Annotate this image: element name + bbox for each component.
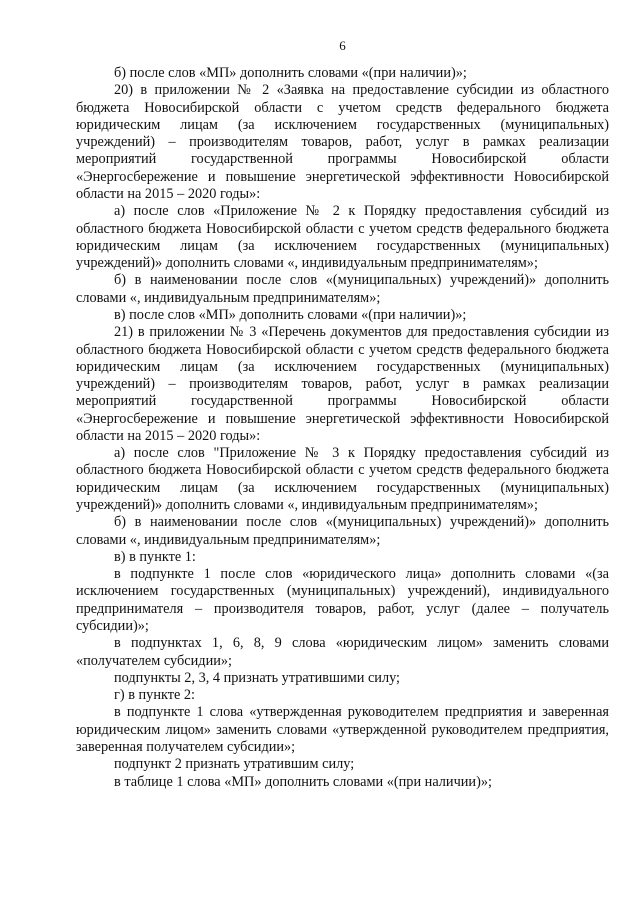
document-body <box>76 65 609 791</box>
paragraph: в) в пункте 1: <box>114 548 196 565</box>
paragraph: в) после слов «МП» дополнить словами «(при наличии)»; <box>114 306 467 323</box>
paragraph: а) после слов «Приложение № 2 к Порядку предоставления субсидий из областного бюджета Новосибирской области с учетом средств федерального бюджета юридическим лицам (за исключением государственных (муниципальных) учреждений)» дополнить словами «, индивидуальным предпринимателям»; <box>76 203 609 272</box>
paragraph: 21) в приложении № 3 «Перечень документов для предоставления субсидии из областного бюджета Новосибирской области с учетом средств федерального бюджета юридическим лицам (за исключением государственных (муниципальных) учреждений) – производителям товаров, работ, услуг в рамках реализации мероприятий государственной программы Новосибирской области «Энергосбережение и повышение энергетической эффективности Новосибирской области на 2015 – 2020 годы»: <box>76 324 609 444</box>
paragraph: подпункт 2 признать утратившим силу; <box>114 756 355 773</box>
paragraph: подпункты 2, 3, 4 признать утратившими силу; <box>114 669 401 686</box>
paragraph: а) после слов "Приложение № 3 к Порядку предоставления субсидий из областного бюджета Новосибирской области с учетом средств федерального бюджета юридическим лицам (за исключением государственных (муниципальных) учреждений)» дополнить словами «, индивидуальным предпринимателям»; <box>76 445 609 514</box>
paragraph: б) после слов «МП» дополнить словами «(при наличии)»; <box>114 65 467 81</box>
paragraph: в подпунктах 1, 6, 8, 9 слова «юридическим лицом» заменить словами «получателем субсидии»; <box>76 635 609 669</box>
paragraph: б) в наименовании после слов «(муниципальных) учреждений)» дополнить словами «, индивидуальным предпринимателям»; <box>76 514 609 548</box>
paragraph: в таблице 1 слова «МП» дополнить словами «(при наличии)»; <box>114 773 492 790</box>
page-number: 6 <box>339 38 346 53</box>
paragraph: г) в пункте 2: <box>114 687 196 704</box>
paragraph: в подпункте 1 слова «утвержденная руководителем предприятия и заверенная юридическим лицом» заменить словами «утвержденной руководителем предприятия, заверенная получателем субсидии»; <box>76 704 609 755</box>
paragraph: б) в наименовании после слов «(муниципальных) учреждений)» дополнить словами «, индивидуальным предпринимателям»; <box>76 272 609 306</box>
paragraph: 20) в приложении № 2 «Заявка на предоставление субсидии из областного бюджета Новосибирской области с учетом средств федерального бюджета юридическим лицам (за исключением государственных (муниципальных) учреждений) – производителям товаров, работ, услуг в рамках реализации мероприятий государственной программы Новосибирской области «Энергосбережение и повышение энергетической эффективности Новосибирской области на 2015 – 2020 годы»: <box>76 82 609 202</box>
paragraph: в подпункте 1 после слов «юридического лица» дополнить словами «(за исключением государственных (муниципальных) учреждений), индивидуального предпринимателя – производителя товаров, работ, услуг (далее – получатель субсидии)»; <box>76 566 609 634</box>
